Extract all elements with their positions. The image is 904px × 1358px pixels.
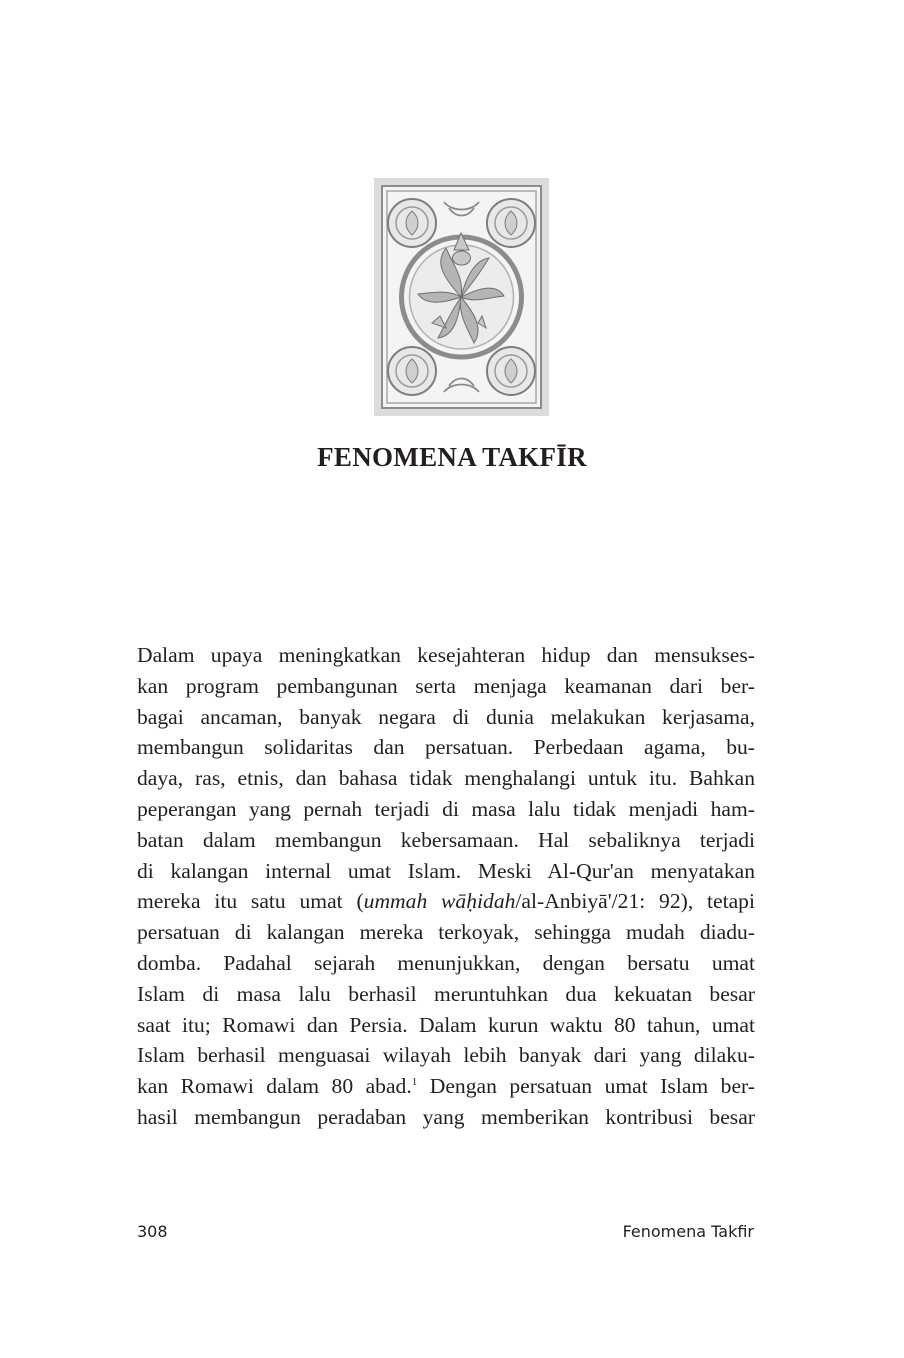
paragraph-line: hasil membangun peradaban yang memberikan kontribusi besar: [137, 1104, 755, 1129]
paragraph-line: [137, 1071, 755, 1102]
line-text: /al-Anbiyā'/21: 92), tetapi: [515, 889, 755, 914]
paragraph-line: di kalangan internal umat Islam. Meski Al-Qur'an menyatakan: [137, 858, 755, 883]
line-text: Dengan persatuan umat Islam ber-: [417, 1074, 755, 1099]
page-number: 308: [137, 1222, 168, 1241]
paragraph-line: daya, ras, etnis, dan bahasa tidak menghalangi untuk itu. Bahkan: [137, 766, 755, 791]
paragraph-line: persatuan di kalangan mereka terkoyak, sehingga mudah diadu-: [137, 920, 755, 945]
paragraph-line: domba. Padahal sejarah menunjukkan, dengan bersatu umat: [137, 950, 755, 975]
body-paragraph: [137, 640, 755, 1133]
running-title: Fenomena Takfir: [622, 1222, 754, 1241]
paragraph-line: batan dalam membangun kebersamaan. Hal sebaliknya terjadi: [137, 827, 755, 852]
paragraph-line: membangun solidaritas dan persatuan. Perbedaan agama, bu-: [137, 735, 755, 760]
paragraph-line: bagai ancaman, banyak negara di dunia melakukan kerjasama,: [137, 704, 755, 729]
arabic-term: ummah wāḥidah: [363, 889, 516, 914]
paragraph-line: saat itu; Romawi dan Persia. Dalam kurun waktu 80 tahun, umat: [137, 1012, 755, 1037]
paragraph-line: Dalam upaya meningkatkan kesejahteran hidup dan mensukses-: [137, 643, 755, 667]
line-text: mereka itu satu umat (: [137, 889, 364, 914]
paragraph-line: peperangan yang pernah terjadi di masa lalu tidak menjadi ham-: [137, 796, 755, 821]
line-text: kan Romawi dalam 80 abad.: [137, 1074, 412, 1099]
paragraph-line: kan program pembangunan serta menjaga keamanan dari ber-: [137, 673, 755, 698]
paragraph-line: Islam berhasil menguasai wilayah lebih banyak dari yang dilaku-: [137, 1043, 755, 1068]
floral-ornament-icon: [374, 178, 549, 416]
chapter-title: FENOMENA TAKFĪR: [317, 442, 587, 472]
paragraph-line: [137, 886, 755, 917]
footnote-marker[interactable]: 1: [411, 1076, 418, 1089]
paragraph-line: Islam di masa lalu berhasil meruntuhkan dua kekuatan besar: [137, 981, 755, 1006]
